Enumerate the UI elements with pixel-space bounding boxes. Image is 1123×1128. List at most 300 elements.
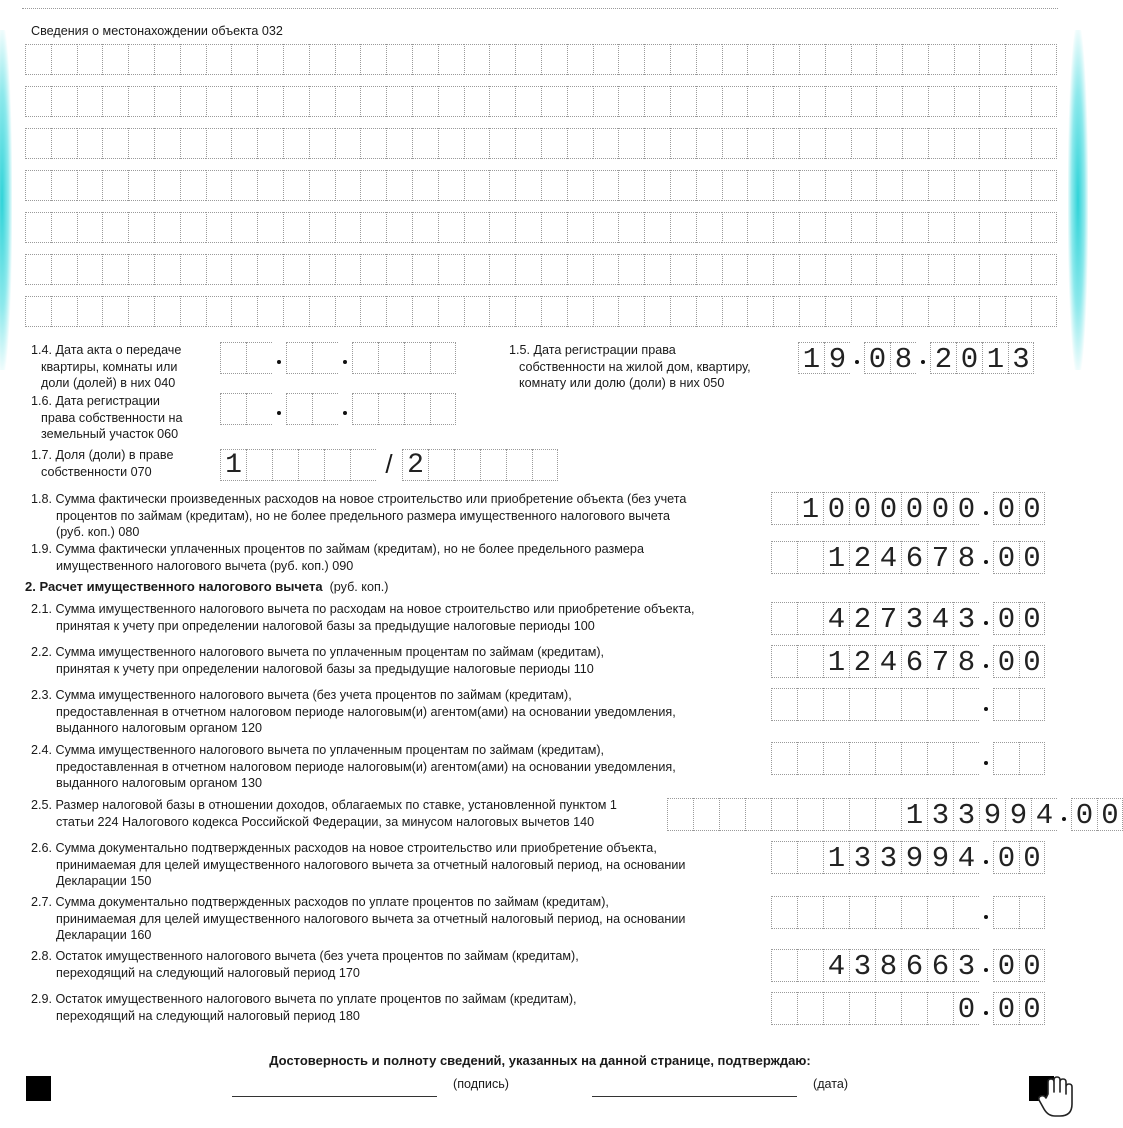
address-cell[interactable]	[851, 170, 877, 201]
digit-cell[interactable]: 0	[1019, 992, 1045, 1025]
address-cell[interactable]	[851, 212, 877, 243]
digit-cell[interactable]: 9	[901, 841, 927, 874]
address-cell[interactable]	[128, 212, 154, 243]
digit-cell[interactable]: 1	[823, 841, 849, 874]
address-cell[interactable]	[1031, 128, 1057, 159]
digit-cell[interactable]	[797, 645, 823, 678]
digit-cell[interactable]: 0	[1019, 602, 1045, 635]
address-cell[interactable]	[747, 128, 773, 159]
address-cell[interactable]	[825, 86, 851, 117]
digit-cell[interactable]: 0	[849, 492, 875, 525]
address-cell[interactable]	[851, 296, 877, 327]
address-cell[interactable]	[335, 170, 361, 201]
address-cell[interactable]	[154, 170, 180, 201]
address-cell[interactable]	[77, 44, 103, 75]
address-cell[interactable]	[51, 128, 77, 159]
digit-cell[interactable]: 6	[901, 949, 927, 982]
field-160-amount-input[interactable]	[771, 896, 1045, 929]
address-cell[interactable]	[670, 296, 696, 327]
digit-cell[interactable]	[901, 742, 927, 775]
address-cell[interactable]	[747, 296, 773, 327]
digit-cell[interactable]: 0	[993, 645, 1019, 678]
address-cell[interactable]	[360, 86, 386, 117]
address-row[interactable]	[25, 86, 1057, 117]
address-cell[interactable]	[464, 128, 490, 159]
address-cell[interactable]	[773, 254, 799, 285]
digit-cell[interactable]	[352, 393, 378, 425]
address-cell[interactable]	[283, 212, 309, 243]
address-cell[interactable]	[51, 254, 77, 285]
digit-cell[interactable]: 2	[849, 645, 875, 678]
address-cell[interactable]	[438, 170, 464, 201]
digit-cell[interactable]	[797, 602, 823, 635]
address-cell[interactable]	[825, 212, 851, 243]
digit-cell[interactable]: 1	[982, 342, 1008, 374]
address-cell[interactable]	[231, 212, 257, 243]
address-cell[interactable]	[128, 296, 154, 327]
address-cell[interactable]	[180, 128, 206, 159]
share-cell[interactable]	[324, 449, 350, 481]
address-cell[interactable]	[154, 128, 180, 159]
address-cell[interactable]	[618, 212, 644, 243]
digit-cell[interactable]	[797, 896, 823, 929]
address-cell[interactable]	[464, 44, 490, 75]
address-cell[interactable]	[309, 128, 335, 159]
address-cell[interactable]	[541, 296, 567, 327]
digit-cell[interactable]: 0	[956, 342, 982, 374]
address-cell[interactable]	[231, 128, 257, 159]
field-110-amount-input[interactable]	[771, 645, 1045, 678]
address-cell[interactable]	[438, 212, 464, 243]
field-150-amount-input[interactable]	[771, 841, 1045, 874]
address-cell[interactable]	[696, 212, 722, 243]
address-cell[interactable]	[851, 128, 877, 159]
address-cell[interactable]	[593, 86, 619, 117]
digit-cell[interactable]: 0	[1019, 492, 1045, 525]
field-040-date-input[interactable]	[220, 342, 456, 374]
digit-cell[interactable]: 0	[1019, 541, 1045, 574]
address-cell[interactable]	[928, 86, 954, 117]
address-cell[interactable]	[670, 44, 696, 75]
share-cell[interactable]	[272, 449, 298, 481]
digit-cell[interactable]: 3	[1008, 342, 1034, 374]
address-cell[interactable]	[283, 170, 309, 201]
digit-cell[interactable]	[771, 798, 797, 831]
digit-cell[interactable]: 1	[901, 798, 927, 831]
address-cell[interactable]	[876, 212, 902, 243]
address-cell[interactable]	[825, 296, 851, 327]
digit-cell[interactable]	[953, 742, 979, 775]
digit-cell[interactable]: 0	[993, 841, 1019, 874]
address-cell[interactable]	[696, 296, 722, 327]
address-cell[interactable]	[257, 212, 283, 243]
digit-cell[interactable]: 8	[890, 342, 916, 374]
address-cell[interactable]	[954, 86, 980, 117]
address-cell[interactable]	[489, 254, 515, 285]
address-row[interactable]	[25, 254, 1057, 285]
address-cell[interactable]	[567, 128, 593, 159]
address-cell[interactable]	[489, 128, 515, 159]
address-cell[interactable]	[257, 296, 283, 327]
address-cell[interactable]	[438, 254, 464, 285]
address-cell[interactable]	[928, 170, 954, 201]
field-140-amount-input[interactable]	[667, 798, 1123, 831]
address-cell[interactable]	[722, 128, 748, 159]
address-cell[interactable]	[541, 212, 567, 243]
address-cell[interactable]	[386, 296, 412, 327]
digit-cell[interactable]: 4	[875, 541, 901, 574]
address-cell[interactable]	[928, 128, 954, 159]
address-cell[interactable]	[902, 86, 928, 117]
address-cell[interactable]	[902, 212, 928, 243]
digit-cell[interactable]	[220, 342, 246, 374]
field-170-amount-input[interactable]	[771, 949, 1045, 982]
address-cell[interactable]	[773, 170, 799, 201]
digit-cell[interactable]	[797, 688, 823, 721]
digit-cell[interactable]: 0	[993, 992, 1019, 1025]
address-cell[interactable]	[412, 86, 438, 117]
address-cell[interactable]	[928, 254, 954, 285]
signature-line[interactable]	[232, 1096, 437, 1097]
address-cell[interactable]	[102, 170, 128, 201]
digit-cell[interactable]: 0	[953, 492, 979, 525]
digit-cell[interactable]	[875, 798, 901, 831]
address-cell[interactable]	[102, 128, 128, 159]
address-cell[interactable]	[360, 170, 386, 201]
address-cell[interactable]	[747, 212, 773, 243]
address-cell[interactable]	[25, 170, 51, 201]
address-cell[interactable]	[283, 296, 309, 327]
digit-cell[interactable]: 2	[849, 602, 875, 635]
address-cell[interactable]	[180, 86, 206, 117]
address-cell[interactable]	[876, 254, 902, 285]
address-cell[interactable]	[206, 212, 232, 243]
digit-cell[interactable]: 8	[875, 949, 901, 982]
digit-cell[interactable]	[286, 393, 312, 425]
address-cell[interactable]	[438, 296, 464, 327]
digit-cell[interactable]	[693, 798, 719, 831]
address-cell[interactable]	[696, 170, 722, 201]
digit-cell[interactable]	[875, 742, 901, 775]
address-cell[interactable]	[335, 86, 361, 117]
digit-cell[interactable]	[430, 393, 456, 425]
address-cell[interactable]	[77, 296, 103, 327]
address-cell[interactable]	[515, 170, 541, 201]
address-cell[interactable]	[206, 170, 232, 201]
address-cell[interactable]	[567, 212, 593, 243]
digit-cell[interactable]	[849, 742, 875, 775]
digit-cell[interactable]: 3	[849, 841, 875, 874]
address-cell[interactable]	[257, 170, 283, 201]
address-cell[interactable]	[335, 212, 361, 243]
address-cell[interactable]	[954, 44, 980, 75]
share-cell[interactable]	[506, 449, 532, 481]
address-cell[interactable]	[1005, 296, 1031, 327]
digit-cell[interactable]	[771, 742, 797, 775]
digit-cell[interactable]	[1019, 896, 1045, 929]
field-060-date-input[interactable]	[220, 393, 456, 425]
digit-cell[interactable]: 0	[1019, 949, 1045, 982]
address-cell[interactable]	[825, 170, 851, 201]
address-cell[interactable]	[618, 296, 644, 327]
address-cell[interactable]	[231, 86, 257, 117]
address-cell[interactable]	[206, 296, 232, 327]
address-cell[interactable]	[283, 128, 309, 159]
address-cell[interactable]	[541, 44, 567, 75]
address-cell[interactable]	[567, 254, 593, 285]
address-cell[interactable]	[567, 296, 593, 327]
digit-cell[interactable]: 4	[823, 949, 849, 982]
address-cell[interactable]	[696, 254, 722, 285]
address-cell[interactable]	[902, 170, 928, 201]
address-row[interactable]	[25, 296, 1057, 327]
field-100-amount-input[interactable]	[771, 602, 1045, 635]
digit-cell[interactable]: 3	[953, 798, 979, 831]
digit-cell[interactable]: 0	[993, 541, 1019, 574]
address-cell[interactable]	[954, 296, 980, 327]
address-row[interactable]	[25, 128, 1057, 159]
address-cell[interactable]	[773, 128, 799, 159]
address-cell[interactable]	[928, 212, 954, 243]
address-cell[interactable]	[77, 128, 103, 159]
address-cell[interactable]	[670, 86, 696, 117]
digit-cell[interactable]	[849, 896, 875, 929]
address-cell[interactable]	[309, 86, 335, 117]
address-cell[interactable]	[25, 44, 51, 75]
address-cell[interactable]	[231, 44, 257, 75]
address-cell[interactable]	[851, 254, 877, 285]
digit-cell[interactable]	[797, 798, 823, 831]
address-cell[interactable]	[309, 212, 335, 243]
address-cell[interactable]	[180, 212, 206, 243]
address-cell[interactable]	[77, 212, 103, 243]
digit-cell[interactable]	[312, 393, 338, 425]
address-cell[interactable]	[154, 44, 180, 75]
address-cell[interactable]	[747, 170, 773, 201]
digit-cell[interactable]	[927, 688, 953, 721]
address-cell[interactable]	[773, 212, 799, 243]
share-cell[interactable]	[454, 449, 480, 481]
address-cell[interactable]	[644, 86, 670, 117]
address-cell[interactable]	[747, 254, 773, 285]
digit-cell[interactable]	[927, 742, 953, 775]
address-cell[interactable]	[51, 170, 77, 201]
address-cell[interactable]	[799, 212, 825, 243]
digit-cell[interactable]: 0	[1071, 798, 1097, 831]
field-130-amount-input[interactable]	[771, 742, 1045, 775]
digit-cell[interactable]	[901, 688, 927, 721]
share-cell[interactable]	[298, 449, 324, 481]
digit-cell[interactable]: 0	[927, 492, 953, 525]
address-cell[interactable]	[154, 296, 180, 327]
address-cell[interactable]	[335, 254, 361, 285]
address-cell[interactable]	[231, 170, 257, 201]
digit-cell[interactable]: 4	[953, 841, 979, 874]
address-cell[interactable]	[722, 212, 748, 243]
address-cell[interactable]	[515, 128, 541, 159]
address-cell[interactable]	[618, 128, 644, 159]
address-cell[interactable]	[747, 44, 773, 75]
address-cell[interactable]	[567, 170, 593, 201]
digit-cell[interactable]	[993, 896, 1019, 929]
address-cell[interactable]	[928, 296, 954, 327]
address-cell[interactable]	[1005, 170, 1031, 201]
address-cell[interactable]	[722, 86, 748, 117]
address-cell[interactable]	[412, 170, 438, 201]
digit-cell[interactable]	[953, 896, 979, 929]
address-cell[interactable]	[696, 86, 722, 117]
address-cell[interactable]	[1031, 254, 1057, 285]
address-cell[interactable]	[722, 254, 748, 285]
address-cell[interactable]	[851, 86, 877, 117]
share-denominator-digit[interactable]: 2	[402, 449, 428, 481]
address-cell[interactable]	[412, 128, 438, 159]
address-cell[interactable]	[309, 44, 335, 75]
digit-cell[interactable]: 6	[927, 949, 953, 982]
address-cell[interactable]	[257, 44, 283, 75]
digit-cell[interactable]	[823, 798, 849, 831]
address-cell[interactable]	[309, 170, 335, 201]
address-cell[interactable]	[386, 86, 412, 117]
digit-cell[interactable]	[352, 342, 378, 374]
address-cell[interactable]	[979, 212, 1005, 243]
address-cell[interactable]	[102, 254, 128, 285]
address-cell[interactable]	[257, 254, 283, 285]
field-050-date-input[interactable]	[798, 342, 1034, 374]
address-cell[interactable]	[206, 254, 232, 285]
address-cell[interactable]	[257, 86, 283, 117]
address-cell[interactable]	[1005, 212, 1031, 243]
address-cell[interactable]	[1031, 86, 1057, 117]
address-cell[interactable]	[283, 44, 309, 75]
address-cell[interactable]	[618, 170, 644, 201]
field-090-amount-input[interactable]	[771, 541, 1045, 574]
address-cell[interactable]	[618, 86, 644, 117]
address-cell[interactable]	[360, 254, 386, 285]
field-080-amount-input[interactable]	[771, 492, 1045, 525]
address-cell[interactable]	[128, 86, 154, 117]
address-cell[interactable]	[773, 86, 799, 117]
address-cell[interactable]	[825, 254, 851, 285]
address-cell[interactable]	[25, 254, 51, 285]
address-cell[interactable]	[851, 44, 877, 75]
address-cell[interactable]	[25, 212, 51, 243]
digit-cell[interactable]	[771, 896, 797, 929]
digit-cell[interactable]	[745, 798, 771, 831]
address-cell[interactable]	[309, 254, 335, 285]
digit-cell[interactable]	[797, 742, 823, 775]
digit-cell[interactable]: 9	[979, 798, 1005, 831]
digit-cell[interactable]	[771, 688, 797, 721]
digit-cell[interactable]	[771, 992, 797, 1025]
digit-cell[interactable]	[823, 742, 849, 775]
address-cell[interactable]	[489, 296, 515, 327]
address-cell[interactable]	[309, 296, 335, 327]
digit-cell[interactable]: 0	[1097, 798, 1123, 831]
digit-cell[interactable]	[404, 342, 430, 374]
digit-cell[interactable]: 3	[927, 798, 953, 831]
digit-cell[interactable]	[953, 688, 979, 721]
digit-cell[interactable]	[771, 541, 797, 574]
digit-cell[interactable]: 0	[993, 949, 1019, 982]
address-cell[interactable]	[799, 170, 825, 201]
address-cell[interactable]	[360, 212, 386, 243]
address-cell[interactable]	[876, 170, 902, 201]
address-cell[interactable]	[464, 212, 490, 243]
address-cell[interactable]	[283, 86, 309, 117]
address-cell[interactable]	[231, 254, 257, 285]
digit-cell[interactable]: 0	[1019, 645, 1045, 678]
address-cell[interactable]	[593, 212, 619, 243]
address-cell[interactable]	[128, 44, 154, 75]
digit-cell[interactable]: 0	[875, 492, 901, 525]
address-cell[interactable]	[154, 254, 180, 285]
address-row[interactable]	[25, 170, 1057, 201]
digit-cell[interactable]	[1019, 742, 1045, 775]
address-cell[interactable]	[644, 254, 670, 285]
address-cell[interactable]	[954, 128, 980, 159]
address-cell[interactable]	[644, 128, 670, 159]
address-cell[interactable]	[180, 296, 206, 327]
address-cell[interactable]	[180, 44, 206, 75]
address-cell[interactable]	[979, 44, 1005, 75]
digit-cell[interactable]	[849, 798, 875, 831]
digit-cell[interactable]: 0	[864, 342, 890, 374]
address-cell[interactable]	[670, 212, 696, 243]
address-cell[interactable]	[567, 44, 593, 75]
address-cell[interactable]	[644, 44, 670, 75]
address-row[interactable]	[25, 212, 1057, 243]
address-cell[interactable]	[51, 212, 77, 243]
digit-cell[interactable]: 0	[993, 492, 1019, 525]
address-cell[interactable]	[515, 212, 541, 243]
address-cell[interactable]	[670, 254, 696, 285]
address-cell[interactable]	[1005, 128, 1031, 159]
digit-cell[interactable]	[993, 688, 1019, 721]
address-cell[interactable]	[799, 44, 825, 75]
digit-cell[interactable]: 0	[953, 992, 979, 1025]
digit-cell[interactable]	[220, 393, 246, 425]
digit-cell[interactable]	[312, 342, 338, 374]
digit-cell[interactable]: 9	[1005, 798, 1031, 831]
address-cell[interactable]	[51, 44, 77, 75]
address-cell[interactable]	[722, 44, 748, 75]
digit-cell[interactable]	[771, 949, 797, 982]
address-cell[interactable]	[489, 212, 515, 243]
address-cell[interactable]	[102, 212, 128, 243]
share-cell[interactable]	[246, 449, 272, 481]
address-cell[interactable]	[77, 254, 103, 285]
digit-cell[interactable]	[771, 602, 797, 635]
date-line[interactable]	[592, 1096, 797, 1097]
address-cell[interactable]	[77, 86, 103, 117]
address-cell[interactable]	[335, 296, 361, 327]
digit-cell[interactable]: 7	[875, 602, 901, 635]
address-cell[interactable]	[206, 44, 232, 75]
address-cell[interactable]	[206, 86, 232, 117]
address-cell[interactable]	[1005, 254, 1031, 285]
address-cell[interactable]	[1031, 212, 1057, 243]
address-cell[interactable]	[464, 296, 490, 327]
digit-cell[interactable]	[927, 896, 953, 929]
address-cell[interactable]	[954, 254, 980, 285]
address-cell[interactable]	[902, 254, 928, 285]
address-cell[interactable]	[154, 212, 180, 243]
address-cell[interactable]	[773, 44, 799, 75]
field-180-amount-input[interactable]	[771, 992, 1045, 1025]
address-cell[interactable]	[360, 296, 386, 327]
address-cell[interactable]	[593, 296, 619, 327]
